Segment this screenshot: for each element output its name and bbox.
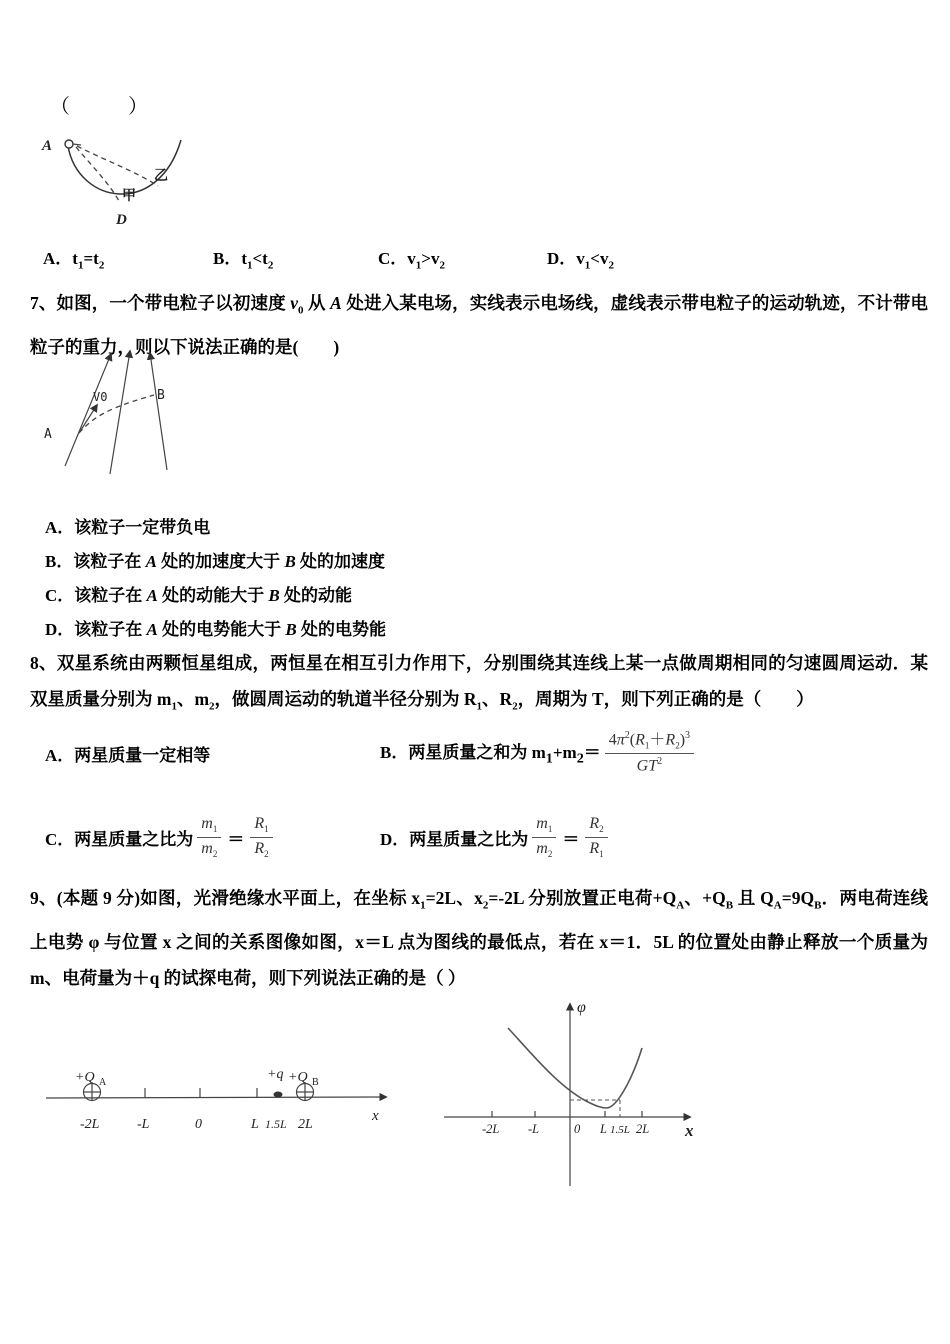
potential-curve — [508, 1028, 642, 1108]
q8-stem: 8、双星系统由两颗恒星组成，两恒星在相互引力作用下，分别围绕其连线上某一点做周期相同的匀速圆周运动．某双星质量分别为 $m_1$、$m_2$，做圆周运动的轨道半径分别为 $R_1$、$R_2$，周期为 T，则下列正确的是（ ） — [30, 653, 928, 713]
test-charge-dot — [274, 1092, 283, 1098]
q6-figure-bowl — [38, 120, 198, 232]
q8-option-d-text: D．两星质量之比为 — [380, 829, 529, 849]
tick-label-zero: 0 — [195, 1117, 202, 1132]
q6-option-a: A．$t_1=t_2$ — [43, 249, 105, 272]
label-d: D — [116, 212, 127, 228]
q9-figure-phi-x-graph — [440, 992, 710, 1192]
label-charge-qa: +Q — [75, 1070, 95, 1085]
fraction-numerator: $m_1$ — [532, 815, 556, 838]
label-test-charge: +q — [267, 1067, 284, 1082]
field-line-left — [65, 354, 111, 466]
ball-tick — [73, 144, 81, 145]
q7-option-a: A．该粒子一定带负电 — [45, 518, 211, 537]
q7-option-b: B．该粒子在 A 处的加速度大于 B 处的加速度 — [45, 552, 386, 571]
phi-axis-label: φ — [577, 999, 586, 1016]
q6-option-d: D．$v_1<v_2$ — [547, 249, 614, 272]
q8-option-c-fraction-m — [197, 815, 221, 859]
q7-figure-field-lines — [40, 348, 210, 498]
label-v0: V0 — [93, 390, 108, 404]
fraction-numerator: $R_1$ — [250, 815, 272, 838]
label-a: A — [42, 138, 53, 154]
tick-label-1-5l: 1.5L — [610, 1124, 630, 1136]
label-b: B — [157, 388, 165, 403]
fraction-numerator: $R_2$ — [585, 815, 607, 838]
fraction-denominator: $R_1$ — [589, 839, 604, 859]
field-line-right — [150, 353, 167, 470]
fraction-denominator: $m_2$ — [536, 839, 553, 859]
q8-option-d-fraction-m — [532, 815, 556, 859]
label-a: A — [44, 427, 52, 442]
equals-sign: ＝ — [227, 829, 245, 849]
label-charge-qa-sub: A — [99, 1077, 107, 1088]
q8-option-d-fraction-r — [585, 815, 607, 859]
tick-label-minus-l: -L — [528, 1122, 540, 1136]
q8-option-d — [380, 800, 612, 874]
bowl-arc — [68, 140, 181, 194]
tick-label-2l: 2L — [636, 1122, 650, 1136]
q8-option-b — [380, 710, 698, 796]
fraction-numerator: $4\pi^2(R_1+R_2)^3$ — [605, 730, 694, 754]
ball-at-a — [65, 140, 73, 148]
tick-label-minus-2l: -2L — [482, 1122, 500, 1136]
tick-label-1-5l: 1.5L — [265, 1117, 287, 1131]
tick-label-l: L — [600, 1122, 607, 1136]
q8-option-c-fraction-r — [250, 815, 272, 859]
charge-qa-symbol — [84, 1084, 101, 1101]
q7-option-d: D．该粒子在 A 处的电势能大于 B 处的电势能 — [45, 620, 386, 639]
label-yi: 乙 — [154, 169, 168, 184]
q9-stem: 9、(本题 9 分)如图，光滑绝缘水平面上，在坐标 $x_1=2L$、$x_2=-2L$ 分别放置正电荷$+Q_A$、$+Q_B$ 且 $Q_A=9Q_B$．两电荷连线上电势 φ 与位置 x 之间的关系图像如图，x＝L 点为图线的最低点，若在 x＝1．5L 的位置处由静止释放一个质量为 m、电荷量为＋q 的试探电荷，则下列说法正确的是（ ） — [30, 888, 929, 988]
q6-option-c: C．$v_1>v_2$ — [378, 249, 445, 272]
particle-trajectory — [79, 395, 154, 433]
label-charge-qb-sub: B — [312, 1077, 319, 1088]
x-axis — [46, 1097, 386, 1098]
q9-figure-charge-axis — [40, 1040, 400, 1140]
trajectory-yi — [77, 146, 158, 186]
label-jia: 甲 — [122, 189, 136, 204]
tick-label-zero: 0 — [574, 1122, 581, 1136]
fraction-denominator: $m_2$ — [201, 839, 218, 859]
q6-answer-blank: （ ） — [50, 96, 154, 118]
q7-option-c: C．该粒子在 A 处的动能大于 B 处的动能 — [45, 586, 352, 605]
q8-option-c — [45, 800, 277, 874]
q6-option-b: B．$t_1<t_2$ — [213, 249, 274, 272]
fraction-denominator: $R_2$ — [254, 839, 269, 859]
fraction-denominator: $GT^2$ — [636, 756, 663, 775]
charge-qb-symbol — [297, 1084, 314, 1101]
label-charge-qb: +Q — [288, 1070, 308, 1085]
tick-label-minus-2l: -2L — [80, 1117, 100, 1132]
tick-label-2l: 2L — [298, 1117, 313, 1132]
field-line-middle — [110, 351, 130, 474]
q8-option-a — [45, 710, 210, 796]
q8-option-b-text: B．两星质量之和为 $m_1+m_2=$ — [380, 743, 601, 767]
equals-sign: ＝ — [562, 829, 580, 849]
tick-label-minus-l: -L — [137, 1117, 150, 1132]
q8-option-a-text: A．两星质量一定相等 — [45, 745, 211, 765]
x-axis-label: x — [372, 1108, 379, 1124]
x-axis-label: x — [685, 1121, 694, 1140]
q8-option-b-fraction — [605, 730, 694, 776]
fraction-numerator: $m_1$ — [197, 815, 221, 838]
tick-label-l: L — [251, 1117, 259, 1132]
q7-stem: 7、如图，一个带电粒子以初速度 $v_0$ 从 A 处进入某电场，实线表示电场线，虚线表示带电粒子的运动轨迹，不计带电粒子的重力，则以下说法正确的是( ) — [30, 293, 929, 357]
q8-option-c-text: C．两星质量之比为 — [45, 829, 194, 849]
